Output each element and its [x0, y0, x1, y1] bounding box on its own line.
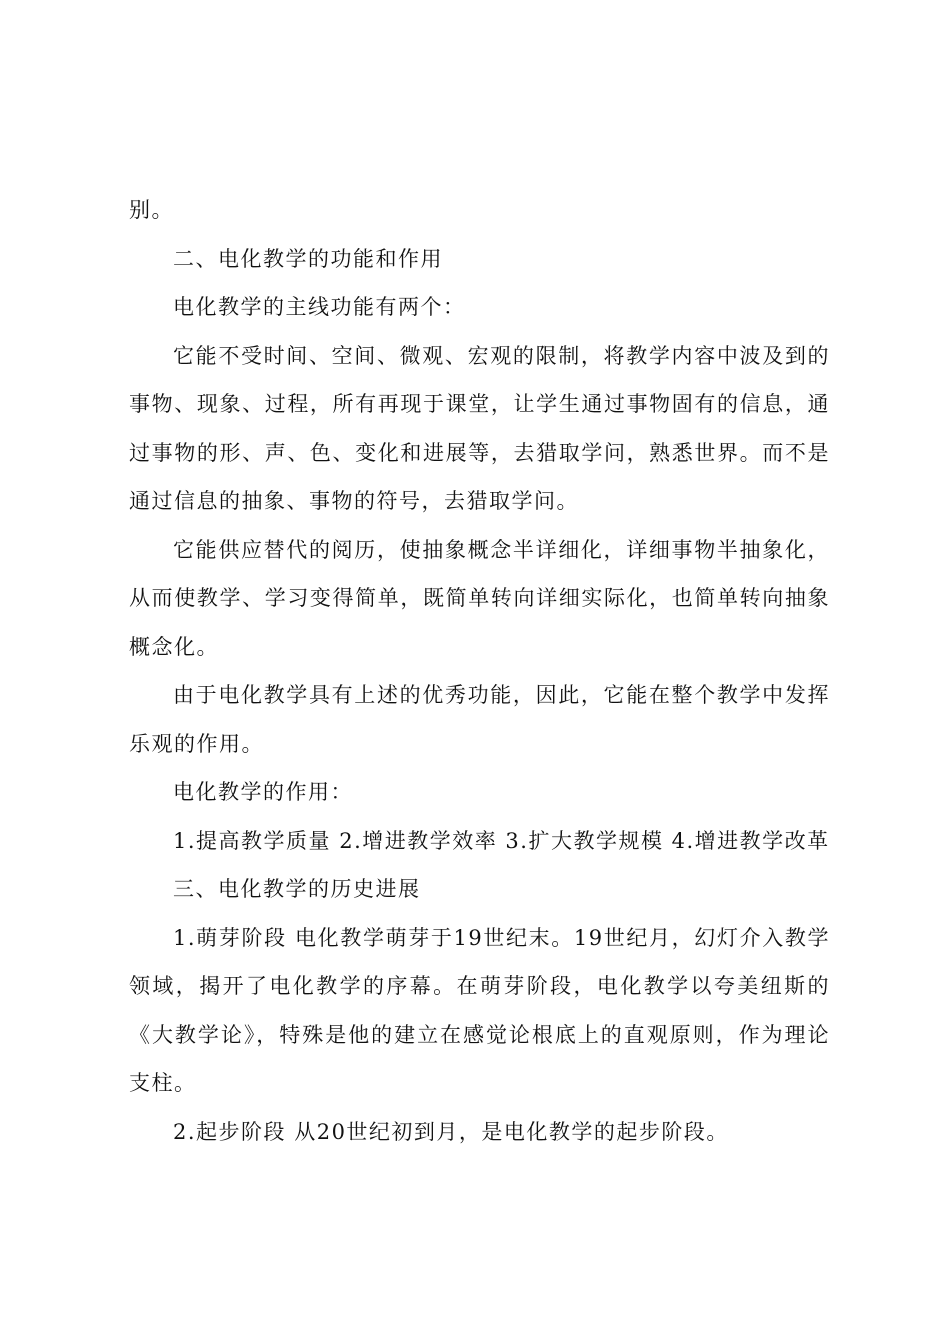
paragraph-role-summary: 由于电化教学具有上述的优秀功能，因此，它能在整个教学中发挥乐观的作用。 [129, 683, 830, 756]
paragraph-roles-list: 1.提高教学质量 2.增进教学效率 3.扩大教学规模 4.增进教学改革 [173, 828, 830, 853]
paragraph-stage-1: 1.萌芽阶段 电化教学萌芽于19世纪末。19世纪月，幻灯介入教学领域，揭开了电化教学的序幕。在萌芽阶段，电化教学以夸美纽斯的《大教学论》，特殊是他的建立在感觉论根底上的直观原则，作为理论支柱。 [129, 925, 830, 1095]
paragraph-roles-intro: 电化教学的作用： [173, 780, 353, 804]
paragraph-stage-2: 2.起步阶段 从20世纪初到月，是电化教学的起步阶段。 [173, 1119, 729, 1144]
paragraph-function-1: 它能不受时间、空间、微观、宏观的限制，将教学内容中波及到的事物、现象、过程，所有再现于课堂，让学生通过事物固有的信息，通过事物的形、声、色、变化和进展等，去猎取学问，熟悉世界。而不是通过信息的抽象、事物的符号，去猎取学问。 [129, 343, 830, 513]
document-body [129, 186, 830, 1156]
paragraph-continuation: 别。 [129, 198, 174, 222]
section-heading-2: 二、电化教学的功能和作用 [173, 246, 443, 271]
section-heading-3: 三、电化教学的历史进展 [173, 877, 421, 901]
paragraph-function-2: 它能供应替代的阅历，使抽象概念半详细化，详细事物半抽象化，从而使教学、学习变得简单，既简单转向详细实际化，也简单转向抽象概念化。 [129, 537, 830, 659]
paragraph-main-functions-intro: 电化教学的主线功能有两个： [173, 295, 466, 319]
